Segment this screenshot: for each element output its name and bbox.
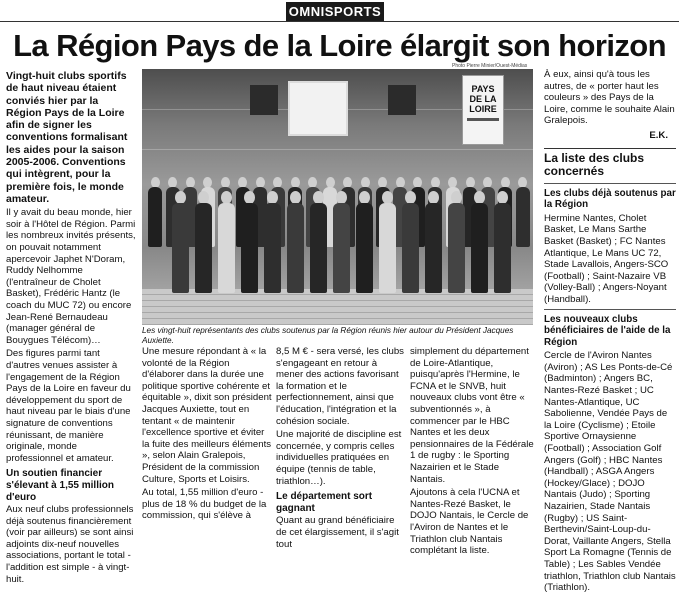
club-list-title: La liste des clubs concernés: [544, 148, 676, 179]
paragraph: 8,5 M € - sera versé, les clubs s'engageant en retour à mener des actions favorisant la formation et le perfectionnement, ainsi que l'éducation, l'intégration et la cohésion sociale.: [276, 346, 404, 427]
paragraph: Une majorité de discipline est concernée, y compris celles individuelles pratiquées en équipe (tennis de table, triathlon…).: [276, 429, 402, 487]
paragraph: Une mesure répondant à « la volonté de la Région d'élaborer dans la durée une politique sportive cohérente et équitable », dixit son président Jacques Auxiette, tout en tentant « de maintenir l'excellence sportive et éviter la fuite des meilleurs éléments », selon Alain Gralepois, Président de la commission Culture, Sports et Loisirs.: [142, 346, 272, 485]
right-column: [544, 69, 676, 596]
paragraph: Il y avait du beau monde, hier soir à l'Hôtel de Région. Parmi les nombreux invités présents, on pouvait notamment apercevoir Japhet N'Doram, Ruddy Nelhomme (l'entraîneur de Cholet Basket), Frédéric Hantz (le coach du MUC 72) ou encore Jean-René Bernaudeau (manager général de Bouygues Télécom)…: [6, 207, 136, 346]
article-headline: La Région Pays de la Loire élargit son horizon: [13, 28, 666, 63]
person-body: [425, 203, 442, 293]
article-lead: Vingt-huit clubs sportifs de haut niveau étaient conviés hier par la Région Pays de la Loire afin de signer les conventions formalisant les aides pour la saison 2005-2006. Conventions qui intègrent, pour la première fois, le monde amateur.: [6, 70, 128, 205]
list-subheading: Les nouveaux clubs bénéficiaires de l'aide de la Région: [544, 313, 671, 348]
banner-line: PAYS: [471, 84, 495, 94]
paragraph: Quant au grand bénéficiaire de cet élargissement, il s'agit tout: [276, 515, 399, 550]
banner-line: LOIRE: [469, 104, 497, 114]
banner-line: DE LA: [469, 94, 497, 104]
middle-column-2: [276, 346, 406, 552]
person-body: [448, 203, 465, 293]
crowd: [142, 69, 533, 325]
author-signature: E.K.: [649, 129, 668, 141]
person-body: [264, 203, 281, 293]
person-body: [333, 203, 350, 293]
person-body: [471, 203, 488, 293]
photo-credit: Photo Pierre Minier/Ouest-Médias: [452, 63, 528, 69]
rubric-rule: [0, 21, 679, 22]
group-photo: [142, 69, 533, 325]
person-body: [287, 203, 304, 293]
person-body: [241, 203, 258, 293]
paragraph: Aux neuf clubs professionnels déjà soutenus financièrement (voir par ailleurs) se sont ainsi adjoints dix-neuf nouvelles associations, portant le total - l'addition est simple - à vingt-huit.: [6, 504, 134, 585]
middle-column-1: [142, 346, 273, 524]
subheading: Le département sort gagnant: [276, 491, 373, 514]
person-body: [356, 203, 373, 293]
section-rubric: OMNISPORTS: [286, 2, 384, 21]
person-body: [195, 203, 212, 293]
divider: [544, 309, 676, 310]
person-body: [494, 203, 511, 293]
paragraph: À eux, ainsi qu'à tous les autres, de « porter haut les couleurs » des Pays de la Loire, comme le souhaite Alain Gralepois.: [544, 69, 675, 127]
paragraph: simplement du département de Loire-Atlantique, puisqu'après l'Hermine, le FCNA et le SNVB, huit nouveaux clubs vont être « subventionnés », à commencer par le HBC Nantes et les deux pensionnaires de la Fédérale 1 de rugby : le Sporting Nazairien et le Stade Nantais.: [410, 346, 534, 485]
person-body: [379, 203, 396, 293]
person-body: [310, 203, 327, 293]
list-subheading: Les clubs déjà soutenus par la Région: [544, 187, 676, 211]
middle-column-3: [410, 346, 535, 559]
divider: [544, 183, 676, 184]
person-body: [402, 203, 419, 293]
club-list: Cercle de l'Aviron Nantes (Aviron) ; AS Les Ponts-de-Cé (Badminton) ; Angers BC, Nantes-Rezé Basket ; UC Nantes-Atlantique, UC Sabolienne, Vendée Pays de la Loire (Cyclisme) ; Etoile Sportive Ornaysienne (Football) ; Association Golf Angers (Golf) ; HBC Nantes (Handball) ; ASGA Angers (Hockey/Glace) ; DOJO Nantais (Judo) ; Sporting Nazairien, Stade Nantais (Rugby) ; US Saint-Berthevin/Saint-Loup-du-Dorat, Vaillante Angers, Stella Sport La Romagne (Tennis de Table) ; Les Sables Vendée triathlon, Triathlon club Nantais (Triathlon).: [544, 350, 676, 594]
paragraph: Au total, 1,55 million d'euro - plus de 18 % du budget de la commission, qui s'élève à: [142, 487, 267, 522]
photo-caption: Les vingt-huit représentants des clubs soutenus par la Région réunis hier autour du Président Jacques Auxiette.: [142, 326, 514, 345]
person-body: [516, 187, 530, 247]
subheading: Un soutien financier s'élevant à 1,55 million d'euro: [6, 468, 114, 503]
person-body: [172, 203, 189, 293]
person-body: [148, 187, 162, 247]
club-list: Hermine Nantes, Cholet Basket, Le Mans Sarthe Basket (Basket) ; FC Nantes Atlantique, Le Mans UC 72, Stade Lavallois, Angers-SCO (Football) ; Saint-Nazaire VB (Volley-Ball) ; Angers-Noyant (Handball).: [544, 212, 669, 305]
paragraph: Des figures parmi tant d'autres venues assister à l'engagement de la Région Pays de la Loire en faveur du développement du sport de haut niveau par le biais d'une signature de conventions réunissant, de manière originale, monde professionnel et amateur.: [6, 348, 131, 464]
left-column: [6, 70, 136, 587]
person-body: [218, 203, 235, 293]
paragraph: Ajoutons à cela l'UCNA et Nantes-Rezé Basket, le DOJO Nantais, le Cercle de l'Aviron de Nantes et le Triathlon club Nantais complétant la liste.: [410, 487, 529, 557]
